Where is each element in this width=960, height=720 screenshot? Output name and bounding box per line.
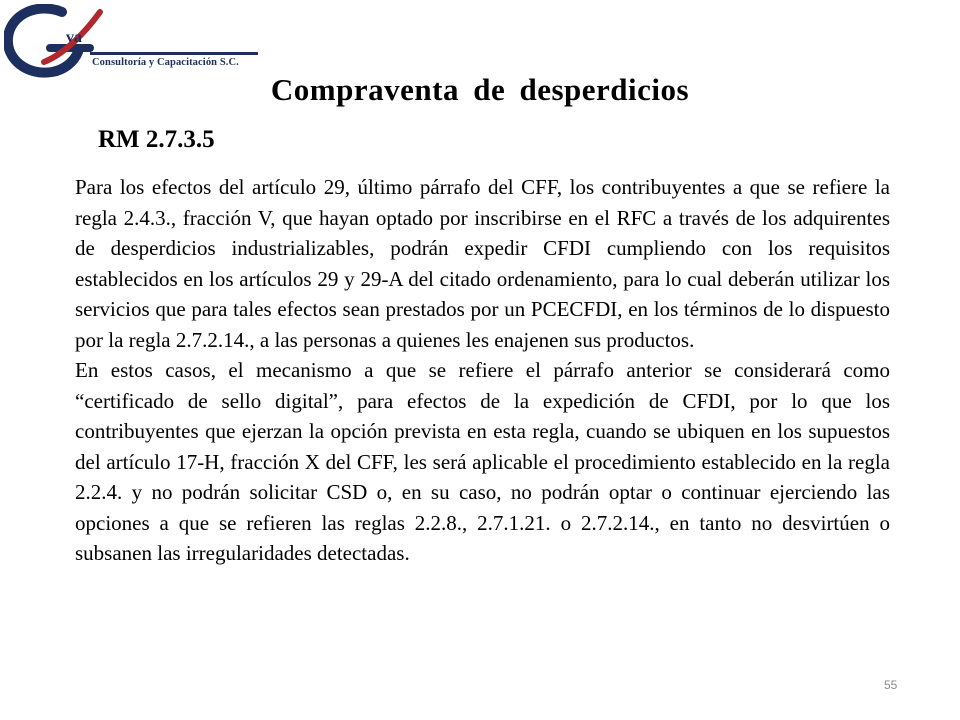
company-name: Consultoría y Capacitación S.C. [92, 57, 239, 68]
body-paragraph-2: En estos casos, el mecanismo a que se refiere el párrafo anterior se considerará como “certificado de sello digital”, para efectos de la expedición de CFDI, por lo que los contribuyentes que ejerzan la opción prevista en esta regla, cuando se ubiquen en los supuestos del artículo 17-H, fracción X del CFF, les será aplicable el procedimiento establecido en la regla 2.2.4. y no podrán solicitar CSD o, en su caso, no podrán optar o continuar ejerciendo las opciones a que se refieren las reglas 2.2.8., 2.7.1.21. o 2.7.2.14., en tanto no desvirtúen o subsanen las irregularidades detectadas. [75, 358, 890, 565]
slide-title: Compraventa de desperdicios [270, 72, 690, 107]
rule-number: RM 2.7.3.5 [98, 126, 215, 153]
page-number: 55 [884, 678, 898, 692]
body-paragraph-1: Para los efectos del artículo 29, último párrafo del CFF, los contribuyentes a que se refiere la regla 2.4.3., fracción V, que hayan optado por inscribirse en el RFC a través de los adquirentes de desperdicios industrializables, podrán expedir CFDI cumpliendo con los requisitos establecidos en los artículos 29 y 29-A del citado ordenamiento, para lo cual deberán utilizar los servicios que para tales efectos sean prestados por un PCECFDI, en los términos de lo dispuesto por la regla 2.7.2.14., a las personas a quienes les enajenen sus productos. [75, 175, 890, 352]
logo-letters: va [66, 29, 82, 46]
rule-body [75, 172, 890, 569]
